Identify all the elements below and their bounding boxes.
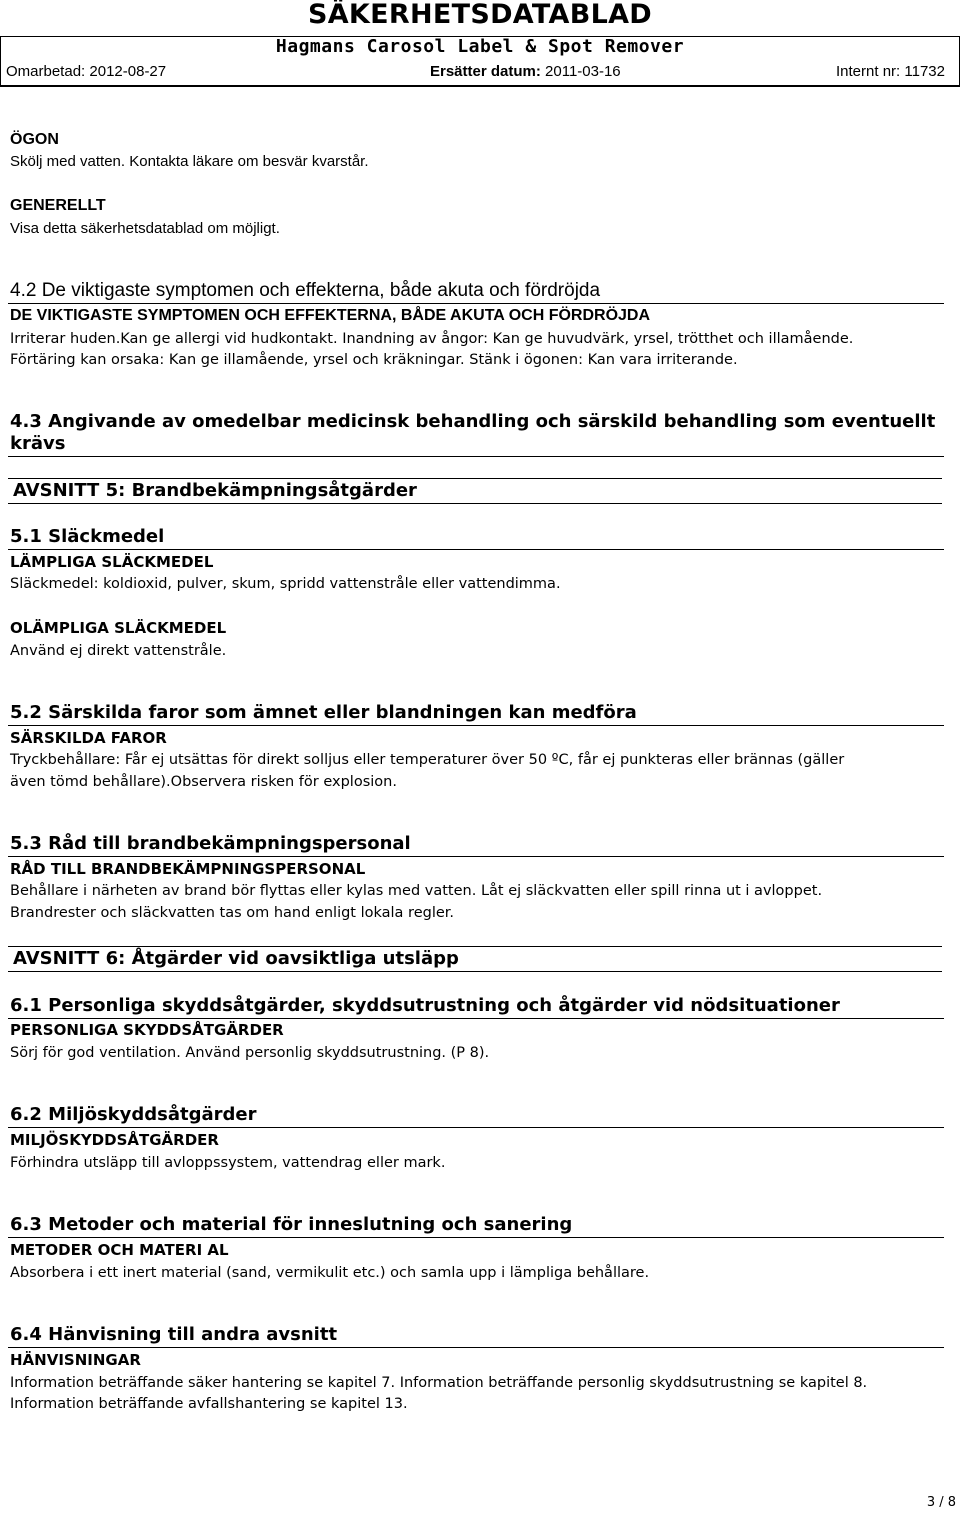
- heading-5-2: 5.2 Särskilda faror som ämnet eller blandningen kan medföra: [10, 702, 637, 723]
- document-title: SÄKERHETSDATABLAD: [307, 0, 653, 30]
- internal-value: 11732: [904, 63, 945, 80]
- section-rule-bottom: [8, 503, 942, 504]
- divider: [8, 1127, 944, 1128]
- unsuitable-heading: OLÄMPLIGA SLÄCKMEDEL: [10, 619, 227, 637]
- personal-text: Sörj för god ventilation. Använd personlig skyddsutrustning. (P 8).: [10, 1045, 490, 1061]
- advice-heading: RÅD TILL BRANDBEKÄMPNINGSPERSONAL: [10, 860, 366, 878]
- internal-number: [836, 63, 945, 81]
- general-text: Visa detta säkerhetsdatablad om möjligt.: [10, 220, 280, 237]
- symptoms-heading: DE VIKTIGASTE SYMPTOMEN OCH EFFEKTERNA, BÅDE AKUTA OCH FÖRDRÖJDA: [10, 307, 651, 324]
- special-hazards-text-1: Tryckbehållare: Får ej utsättas för direkt solljus eller temperaturer över 50 ºC, får ej punkteras eller brännas (gäller: [10, 752, 845, 768]
- special-hazards-text-2: även tömd behållare).Observera risken för explosion.: [10, 774, 397, 790]
- advice-text-2: Brandrester och släckvatten tas om hand enligt lokala regler.: [10, 905, 455, 921]
- suitable-text: Släckmedel: koldioxid, pulver, skum, spridd vattenstråle eller vattendimma.: [10, 576, 561, 592]
- divider: [8, 303, 944, 304]
- heading-5-1: 5.1 Släckmedel: [10, 526, 165, 547]
- divider: [8, 1347, 944, 1348]
- revised-value: 2012-08-27: [89, 63, 167, 80]
- internal-label: Internt nr:: [836, 63, 901, 80]
- env-text: Förhindra utsläpp till avloppssystem, vattendrag eller mark.: [10, 1155, 446, 1171]
- divider: [8, 856, 944, 857]
- env-heading: MILJÖSKYDDSÅTGÄRDER: [10, 1131, 219, 1149]
- divider: [8, 549, 944, 550]
- methods-text: Absorbera i ett inert material (sand, vermikulit etc.) och samla upp i lämpliga behållare.: [10, 1265, 650, 1281]
- section-6-title: AVSNITT 6: Åtgärder vid oavsiktliga utsläpp: [13, 948, 459, 969]
- heading-4-2: 4.2 De viktigaste symptomen och effekterna, både akuta och fördröjda: [10, 280, 601, 301]
- references-text-2: Information beträffande avfallshantering se kapitel 13.: [10, 1396, 408, 1412]
- divider: [8, 725, 944, 726]
- revised-label: Omarbetad:: [6, 63, 86, 80]
- section-rule-bottom: [8, 971, 942, 972]
- heading-6-1: 6.1 Personliga skyddsåtgärder, skyddsutrustning och åtgärder vid nödsituationer: [10, 995, 840, 1016]
- replaces-value: 2011-03-16: [545, 63, 621, 80]
- unsuitable-text: Använd ej direkt vattenstråle.: [10, 643, 227, 659]
- replaces-label: Ersätter datum:: [430, 63, 541, 80]
- heading-6-4: 6.4 Hänvisning till andra avsnitt: [10, 1324, 338, 1345]
- heading-4-3-line1: 4.3 Angivande av omedelbar medicinsk behandling och särskild behandling som eventuellt: [10, 411, 936, 432]
- heading-6-3: 6.3 Metoder och material för inneslutning och sanering: [10, 1214, 573, 1235]
- personal-heading: PERSONLIGA SKYDDSÅTGÄRDER: [10, 1021, 284, 1039]
- divider: [8, 1237, 944, 1238]
- section-5-title: AVSNITT 5: Brandbekämpningsåtgärder: [13, 480, 417, 501]
- general-heading: GENERELLT: [10, 197, 106, 214]
- references-text-1: Information beträffande säker hantering se kapitel 7. Information beträffande personlig skyddsutrustning se kapitel 8.: [10, 1375, 868, 1391]
- references-heading: HÄNVISNINGAR: [10, 1351, 141, 1369]
- heading-6-2: 6.2 Miljöskyddsåtgärder: [10, 1104, 257, 1125]
- eyes-text: Skölj med vatten. Kontakta läkare om besvär kvarstår.: [10, 153, 369, 170]
- methods-heading: METODER OCH MATERI AL: [10, 1241, 229, 1259]
- symptoms-text-1: Irriterar huden.Kan ge allergi vid hudkontakt. Inandning av ångor: Kan ge huvudvärk, yrsel, trötthet och illamående.: [10, 331, 854, 347]
- heading-4-3-line2: krävs: [10, 433, 66, 454]
- eyes-heading: ÖGON: [10, 131, 59, 148]
- section-rule-top: [8, 478, 942, 479]
- page-number: 3 / 8: [926, 1495, 956, 1510]
- advice-text-1: Behållare i närheten av brand bör flyttas eller kylas med vatten. Låt ej släckvatten eller spill rinna ut i avloppet.: [10, 883, 823, 899]
- revised-date: [6, 63, 166, 81]
- product-name: Hagmans Carosol Label & Spot Remover: [275, 36, 685, 57]
- divider: [8, 456, 944, 457]
- suitable-heading: LÄMPLIGA SLÄCKMEDEL: [10, 553, 214, 571]
- heading-5-3: 5.3 Råd till brandbekämpningspersonal: [10, 833, 411, 854]
- symptoms-text-2: Förtäring kan orsaka: Kan ge illamående, yrsel och kräkningar. Stänk i ögonen: Kan vara irriterande.: [10, 352, 738, 368]
- replaces-date: [430, 63, 621, 81]
- section-rule-top: [8, 946, 942, 947]
- special-hazards-heading: SÄRSKILDA FAROR: [10, 729, 167, 747]
